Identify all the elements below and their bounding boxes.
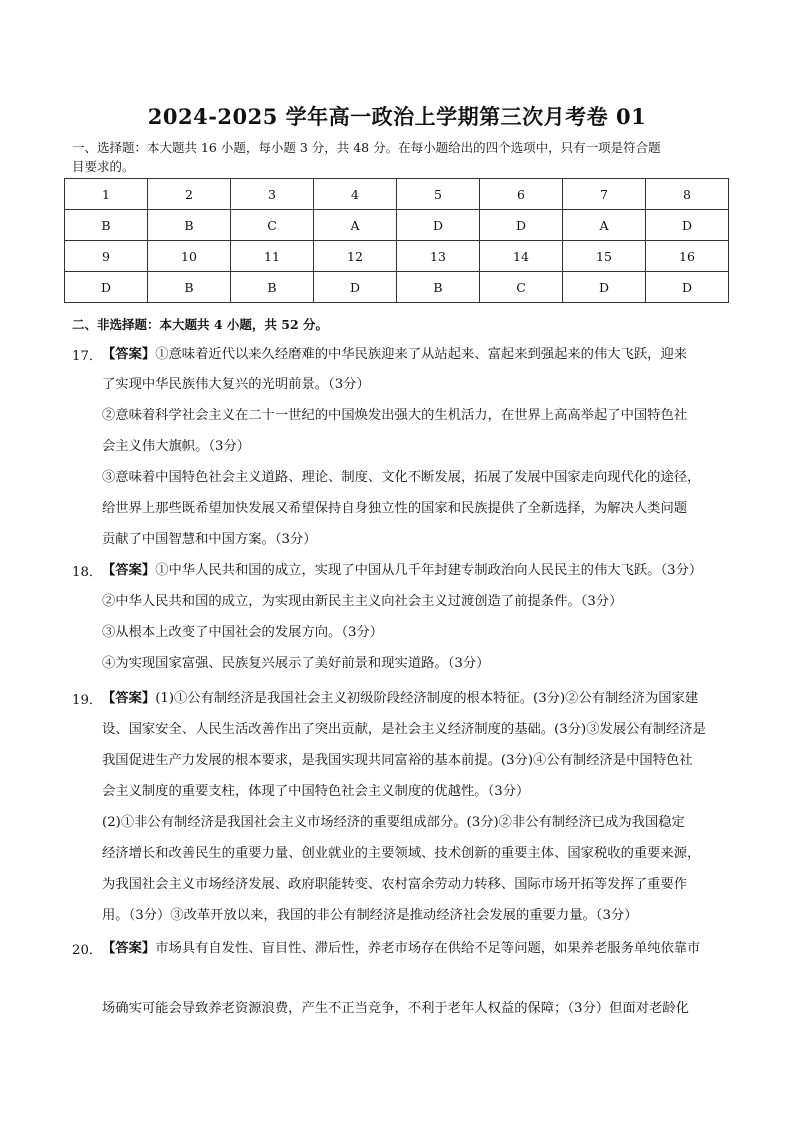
q19-number: 19． [72,693,103,708]
answer-tag: 【答案】 [102,563,156,578]
q19-line: 用。（3分）③改革开放以来，我国的非公有制经济是推动经济社会发展的重要力量。（3分） [102,908,638,923]
q19-line: 设、国家安全、人民生活改善作出了突出贡献，是社会主义经济制度的基础。(3分)③发展公有制经济是 [102,722,706,737]
table-cell: 6 [480,179,563,210]
table-cell: 2 [148,179,231,210]
table-cell: 13 [397,241,480,272]
table-cell: C [231,210,314,241]
table-cell: 11 [231,241,314,272]
q18-line: ②中华人民共和国的成立，为实现由新民主主义向社会主义过渡创造了前提条件。（3分） [102,594,623,609]
answer-table [64,178,729,303]
table-cell: D [646,272,729,303]
table-cell: 8 [646,179,729,210]
table-row [65,179,729,210]
q19-line: 为我国社会主义市场经济发展、政府职能转变、农村富余劳动力转移、国际市场开拓等发挥了重要作 [102,877,688,892]
q18-answer-line [102,555,702,586]
page-title: 2024-2025 学年高一政治上学期第三次月考卷 01 [147,104,647,129]
table-cell: D [314,272,397,303]
table-row [65,241,729,272]
table-cell: 10 [148,241,231,272]
q17-line: 了实现中华民族伟大复兴的光明前景。（3分） [102,377,370,392]
table-cell: B [231,272,314,303]
q17-line: 会主义伟大旗帜。（3分） [102,439,251,454]
q20-text: 市场具有自发性、盲目性、滞后性，养老市场存在供给不足等问题，如果养老服务单纯依靠市 [155,941,701,956]
table-cell: C [480,272,563,303]
table-cell: A [314,210,397,241]
table-cell: 15 [563,241,646,272]
answer-tag: 【答案】 [102,941,156,956]
q18-line: ③从根本上改变了中国社会的发展方向。（3分） [102,625,384,640]
table-cell: D [563,272,646,303]
q19-line: 我国促进生产力发展的根本要求，是我国实现共同富裕的基本前提。(3分)④公有制经济是中国特色社 [102,753,693,768]
table-cell: D [646,210,729,241]
table-cell: 3 [231,179,314,210]
table-cell: 5 [397,179,480,210]
q17-text: ①意味着近代以来久经磨难的中华民族迎来了从站起来、富起来到强起来的伟大飞跃，迎来 [155,347,688,362]
q19-line: 会主义制度的重要支柱，体现了中国特色社会主义制度的优越性。（3分） [102,784,530,799]
q17-line: ②意味着科学社会主义在二十一世纪的中国焕发出强大的生机活力，在世界上高高举起了中国特色社 [102,408,688,423]
q17-line: 贡献了中国智慧和中国方案。（3分） [102,532,317,547]
table-cell: 12 [314,241,397,272]
table-cell: B [148,210,231,241]
q17-line: ③意味着中国特色社会主义道路、理论、制度、文化不断发展，拓展了发展中国家走向现代化的途径， [102,470,701,485]
q20-line: 场确实可能会导致养老资源浪费，产生不正当竞争，不利于老年人权益的保障；（3分）但面对老龄化 [102,1001,689,1016]
q19-line: (2)①非公有制经济是我国社会主义市场经济的重要组成部分。(3分)②非公有制经济已成为我国稳定 [102,815,685,830]
table-cell: D [65,272,148,303]
q19-text: (1)①公有制经济是我国社会主义初级阶段经济制度的根本特征。(3分)②公有制经济为国家建 [155,691,699,706]
table-cell: 14 [480,241,563,272]
q17-answer-line [102,339,687,370]
q18-text: ①中华人民共和国的成立，实现了中国从几千年封建专制政治向人民民主的伟大飞跃。（3分） [155,563,703,578]
q20-answer-line [102,933,700,964]
q19-answer-line [102,683,698,714]
table-row [65,210,729,241]
table-cell: B [65,210,148,241]
table-cell: 7 [563,179,646,210]
q17-line: 给世界上那些既希望加快发展又希望保持自身独立性的国家和民族提供了全新选择，为解决人类问题 [102,501,688,516]
q19-line: 经济增长和改善民生的重要力量、创业就业的主要领域、技术创新的重要主体、国家税收的重要来源， [102,846,701,861]
table-cell: B [397,272,480,303]
answer-tag: 【答案】 [102,691,156,706]
q18-line: ④为实现国家富强、民族复兴展示了美好前景和现实道路。（3分） [102,656,490,671]
section2-heading: 二、非选择题：本大题共 4 小题，共 52 分。 [72,317,329,332]
table-cell: 16 [646,241,729,272]
table-cell: D [397,210,480,241]
table-cell: B [148,272,231,303]
section1-heading-line2: 目要求的。 [72,159,135,174]
table-cell: D [480,210,563,241]
q18-number: 18． [72,565,103,580]
q17-number: 17． [72,349,103,364]
answer-tag: 【答案】 [102,347,156,362]
section1-heading-line1: 一、选择题：本大题共 16 小题，每小题 3 分，共 48 分。在每小题给出的四个选项中，只有一项是符合题 [72,140,661,155]
table-cell: A [563,210,646,241]
table-cell: 4 [314,179,397,210]
q20-number: 20． [72,943,103,958]
table-cell: 1 [65,179,148,210]
table-row [65,272,729,303]
table-cell: 9 [65,241,148,272]
